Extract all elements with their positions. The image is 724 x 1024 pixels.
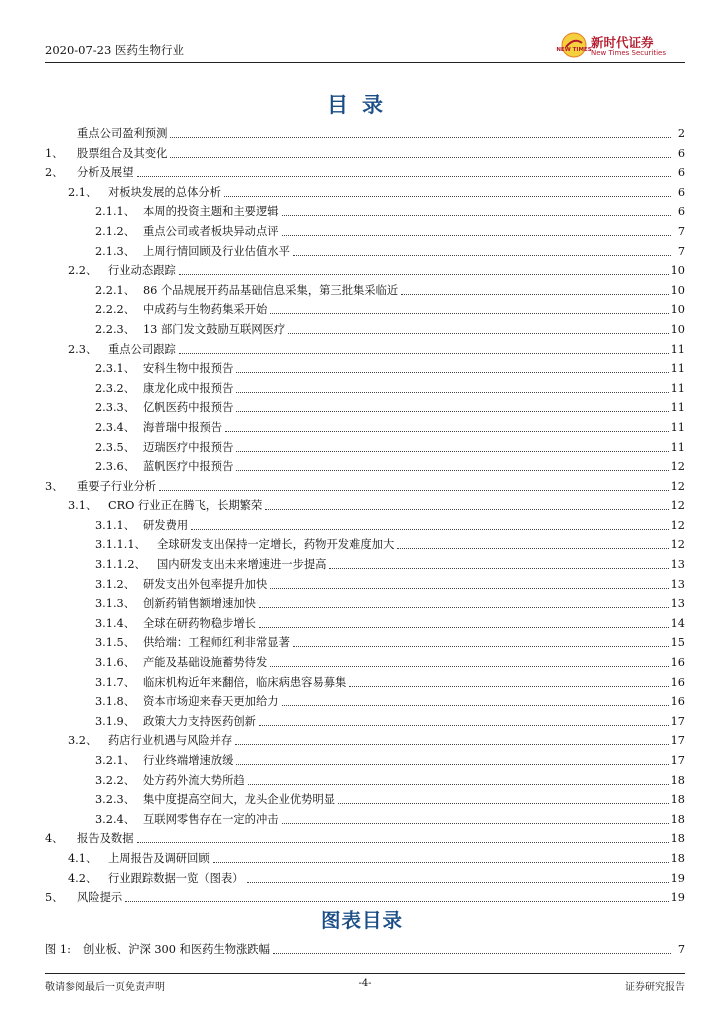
toc-entry-title: 重点公司或者板块异动点评 [143, 224, 279, 238]
toc-entry[interactable] [45, 302, 685, 322]
toc-page-number: 6 [677, 185, 685, 199]
toc-entry-title: 互联网零售存在一定的冲击 [143, 812, 279, 826]
toc-page-number: 10 [670, 283, 685, 297]
toc-entry-title: 政策大力支持医药创新 [143, 714, 256, 728]
toc-page-number: 11 [670, 440, 685, 454]
toc-page-number: 10 [670, 303, 685, 317]
toc-entry-title: 重点公司跟踪 [108, 342, 176, 356]
footer-disclaimer: 敬请参阅最后一页免责声明 [45, 982, 165, 993]
footer-doc-type: 证券研究报告 [625, 982, 685, 993]
toc-leader-dots [282, 823, 669, 824]
toc-entry-number: 3.1.3、 [95, 597, 136, 611]
toc-page-number: 16 [670, 656, 685, 670]
toc-leader-dots [159, 490, 669, 491]
toc-entry[interactable] [45, 146, 685, 166]
toc-entry[interactable] [45, 185, 685, 205]
toc-leader-dots [265, 509, 668, 510]
toc-page-number: 12 [670, 538, 685, 552]
toc-entry[interactable] [45, 831, 685, 851]
toc-entry[interactable] [45, 773, 685, 793]
toc-entry[interactable] [45, 204, 685, 224]
toc-leader-dots [236, 372, 668, 373]
toc-entry-number: 3.1.9、 [95, 714, 136, 728]
toc-page-number: 16 [670, 695, 685, 709]
toc-leader-dots [248, 784, 669, 785]
toc-entry-title: 重要子行业分析 [77, 479, 157, 493]
new-times-logo-icon [556, 32, 592, 58]
toc-page-number: 18 [670, 851, 685, 865]
toc-leader-dots [125, 901, 668, 902]
toc-entry-number: 4.2、 [68, 871, 98, 885]
toc-entry-title: 股票组合及其变化 [77, 146, 168, 160]
toc-leader-dots [235, 744, 668, 745]
toc-entry[interactable] [45, 244, 685, 264]
toc-page-number: 18 [670, 812, 685, 826]
toc-entry-number: 2.1.3、 [95, 244, 136, 258]
toc-entry[interactable] [45, 283, 685, 303]
toc-page-number: 14 [670, 616, 685, 630]
toc-entry-title: 临床机构近年来翻倍，临床病患容易募集 [143, 675, 347, 689]
toc-page-number: 11 [670, 381, 685, 395]
toc-entry[interactable] [45, 557, 685, 577]
toc-entry-title: 资本市场迎来春天更加给力 [143, 695, 279, 709]
toc-page-number: 16 [670, 675, 685, 689]
toc-entry-number: 2.3.2、 [95, 381, 136, 395]
toc-entry[interactable] [45, 812, 685, 832]
toc-entry-title: 行业终端增速放缓 [143, 754, 234, 767]
toc-page-number: 18 [670, 773, 685, 787]
toc-leader-dots [259, 607, 669, 608]
toc-entry[interactable] [45, 165, 685, 185]
toc-leader-dots [179, 274, 669, 275]
toc-entry-title: 研发支出外包率提升加快 [143, 577, 268, 591]
header-divider [45, 62, 685, 63]
toc-leader-dots [293, 646, 669, 647]
toc-entry[interactable] [45, 342, 685, 362]
toc-leader-dots [179, 353, 669, 354]
brand-name-en: New Times Securities [591, 49, 666, 57]
toc-entry-title: 重点公司盈利预测 [77, 127, 168, 140]
toc-entry[interactable] [45, 537, 685, 557]
toc-entry-title: 对板块发展的总体分析 [108, 185, 221, 199]
toc-page-number: 17 [670, 714, 685, 728]
toc-leader-dots [293, 255, 671, 256]
toc-entry-number: 3.2.2、 [95, 773, 136, 787]
toc-entry-title: 集中度提高空间大，龙头企业优势明显 [143, 793, 336, 807]
toc-entry-number: 3.1.4、 [95, 616, 136, 630]
toc-entry-title: 安科生物中报预告 [143, 362, 234, 376]
toc-leader-dots [282, 235, 671, 236]
toc-entry-title: 全球在研药物稳步增长 [143, 616, 256, 630]
toc-page-number: 18 [670, 832, 685, 846]
toc-leader-dots [236, 392, 668, 393]
toc-entry-number: 2.3.1、 [95, 362, 136, 376]
page-footer [45, 978, 685, 992]
toc-leader-dots [191, 529, 668, 530]
toc-entry-number: 3.2.4、 [95, 812, 136, 826]
toc-entry-number: 3.1.1.2、 [95, 558, 146, 572]
toc-leader-dots [236, 470, 668, 471]
logo-text: NEW TIMES [556, 47, 592, 53]
table-of-contents [45, 126, 685, 910]
toc-entry-title: 本周的投资主题和主要逻辑 [143, 205, 279, 219]
toc-entry-title: 供给端：工程师红利非常显著 [143, 636, 290, 650]
toc-entry-number: 3.1.6、 [95, 656, 136, 670]
toc-leader-dots [170, 157, 671, 158]
toc-entry-number: 3.1.2、 [95, 577, 136, 591]
toc-leader-dots [288, 333, 668, 334]
toc-entry-title: 迈瑞医疗中报预告 [143, 440, 234, 454]
toc-page-number: 7 [677, 244, 685, 258]
footer-divider [45, 973, 685, 974]
toc-entry-number: 2.2.1、 [95, 283, 136, 297]
toc-entry[interactable] [45, 655, 685, 675]
toc-entry-title: 上周报告及调研回顾 [108, 851, 210, 865]
toc-leader-dots [213, 862, 669, 863]
toc-page-number: 10 [670, 322, 685, 336]
toc-entry-number: 3.2.1、 [95, 754, 136, 767]
toc-page-number: 11 [670, 342, 685, 356]
header-date-topic: 2020-07-23 医药生物行业 [45, 43, 184, 57]
toc-leader-dots [329, 568, 668, 569]
toc-page-number: 11 [670, 362, 685, 376]
toc-leader-dots [338, 803, 669, 804]
toc-entry-title: 处方药外流大势所趋 [143, 773, 245, 787]
toc-leader-dots [270, 313, 668, 314]
toc-leader-dots [137, 842, 669, 843]
toc-entry-number: 2.3.4、 [95, 420, 136, 434]
toc-entry-title: 上周行情回顾及行业估值水平 [143, 244, 290, 258]
toc-entry[interactable] [45, 498, 685, 518]
toc-entry-title: 全球研发支出保持一定增长，药物开发难度加大 [157, 538, 395, 552]
toc-leader-dots [282, 215, 671, 216]
toc-entry[interactable] [45, 263, 685, 283]
toc-leader-dots [236, 411, 668, 412]
page-header [45, 32, 685, 62]
toc-page-number: 19 [670, 871, 685, 885]
toc-page-number: 17 [670, 734, 685, 748]
toc-entry-number: 2.2、 [68, 264, 98, 278]
toc-entry-title: 海普瑞中报预告 [143, 420, 223, 434]
toc-entry[interactable] [45, 675, 685, 695]
toc-entry-number: 3.1、 [68, 499, 98, 513]
toc-entry-title: 行业动态跟踪 [108, 264, 176, 278]
toc-page-number: 6 [677, 205, 685, 219]
toc-entry[interactable] [45, 577, 685, 597]
toc-entry-number: 3.1.1、 [95, 518, 136, 532]
toc-entry[interactable] [45, 459, 685, 479]
toc-entry[interactable] [45, 518, 685, 538]
toc-leader-dots [273, 953, 671, 954]
toc-leader-dots [236, 451, 668, 452]
toc-entry-title: CRO 行业正在腾飞，长期繁荣 [108, 499, 263, 513]
toc-entry[interactable] [45, 851, 685, 871]
toc-entry[interactable] [45, 635, 685, 655]
toc-entry-title: 研发费用 [143, 518, 189, 532]
toc-entry[interactable] [45, 733, 685, 753]
toc-entry-number: 2.2.2、 [95, 303, 136, 317]
toc-page-number: 12 [670, 479, 685, 493]
toc-leader-dots [397, 548, 668, 549]
toc-entry-title: 风险提示 [77, 891, 123, 905]
toc-entry[interactable] [45, 871, 685, 891]
toc-entry-title: 分析及展望 [77, 166, 134, 180]
toc-entry-title: 行业跟踪数据一览（图表） [108, 871, 244, 885]
toc-entry-number: 3.1.5、 [95, 636, 136, 650]
toc-page-number: 11 [670, 420, 685, 434]
toc-leader-dots [236, 764, 668, 765]
toc-entry[interactable] [45, 616, 685, 636]
toc-entry-number: 图 1: [45, 943, 71, 956]
toc-title: 目录 [327, 92, 397, 117]
toc-entry-title: 13 部门发文鼓励互联网医疗 [143, 322, 286, 336]
toc-leader-dots [282, 705, 669, 706]
toc-entry-title: 报告及数据 [77, 832, 134, 846]
toc-page-number: 6 [677, 166, 685, 180]
toc-entry[interactable] [45, 792, 685, 812]
figures-list [45, 942, 685, 962]
toc-leader-dots [270, 588, 668, 589]
toc-entry-number: 1、 [45, 146, 64, 160]
toc-entry-title: 产能及基础设施蓄势待发 [143, 656, 268, 670]
figures-title: 图表目录 [320, 909, 403, 932]
toc-leader-dots [170, 137, 671, 138]
toc-leader-dots [247, 882, 669, 883]
brand-name-cn: 新时代证券 [591, 35, 654, 50]
toc-entry[interactable] [45, 381, 685, 401]
toc-entry-number: 3.2、 [68, 734, 98, 748]
toc-entry-title: 创新药销售额增速加快 [143, 597, 256, 611]
toc-page-number: 17 [670, 754, 685, 767]
toc-entry-number: 2、 [45, 166, 64, 180]
toc-page-number: 18 [670, 793, 685, 807]
toc-leader-dots [224, 196, 671, 197]
page-number: -4- [358, 978, 372, 989]
toc-entry-number: 2.3、 [68, 342, 98, 356]
toc-entry[interactable] [45, 126, 685, 146]
toc-entry[interactable] [45, 753, 685, 773]
toc-page-number: 6 [677, 146, 685, 160]
toc-page-number: 11 [670, 401, 685, 415]
toc-entry-number: 3.2.3、 [95, 793, 136, 807]
toc-leader-dots [270, 666, 668, 667]
figure-entry[interactable] [45, 942, 685, 962]
toc-leader-dots [259, 627, 669, 628]
toc-entry[interactable] [45, 224, 685, 244]
toc-entry[interactable] [45, 361, 685, 381]
toc-leader-dots [259, 725, 669, 726]
toc-entry-number: 2.2.3、 [95, 322, 136, 336]
toc-entry-number: 2.3.5、 [95, 440, 136, 454]
toc-leader-dots [401, 294, 668, 295]
toc-page-number: 19 [670, 891, 685, 905]
toc-entry-title: 中成药与生物药集采开始 [143, 303, 268, 317]
toc-page-number: 7 [677, 224, 685, 238]
toc-page-number: 13 [670, 597, 685, 611]
toc-entry[interactable] [45, 400, 685, 420]
toc-entry-number: 3.1.8、 [95, 695, 136, 709]
toc-entry-number: 2.3.3、 [95, 401, 136, 415]
toc-page-number: 15 [670, 636, 685, 650]
toc-page-number: 13 [670, 558, 685, 572]
toc-entry-number: 3.1.7、 [95, 675, 136, 689]
toc-entry-title: 药店行业机遇与风险并存 [108, 734, 233, 748]
toc-entry[interactable] [45, 420, 685, 440]
toc-entry-number: 2.1、 [68, 185, 98, 199]
toc-leader-dots [225, 431, 669, 432]
brand [535, 32, 685, 60]
toc-entry[interactable] [45, 479, 685, 499]
toc-entry[interactable] [45, 596, 685, 616]
toc-entry[interactable] [45, 694, 685, 714]
toc-entry-number: 2.1.2、 [95, 224, 136, 238]
toc-leader-dots [349, 686, 668, 687]
toc-page-number: 12 [670, 499, 685, 513]
toc-entry-title: 创业板、沪深 300 和医药生物涨跌幅 [83, 943, 270, 956]
toc-entry-number: 4、 [45, 832, 64, 846]
toc-page-number: 12 [670, 460, 685, 474]
toc-page-number: 12 [670, 518, 685, 532]
toc-entry-title: 康龙化成中报预告 [143, 381, 234, 395]
toc-entry-number: 2.3.6、 [95, 460, 136, 474]
toc-entry-number: 3.1.1.1、 [95, 538, 146, 552]
toc-entry-number: 4.1、 [68, 851, 98, 865]
toc-page-number: 10 [670, 264, 685, 278]
toc-entry-title: 86 个品规展开药品基础信息采集，第三批集采临近 [143, 283, 399, 297]
toc-entry-number: 2.1.1、 [95, 205, 136, 219]
toc-entry-number: 5、 [45, 891, 64, 905]
toc-page-number: 13 [670, 577, 685, 591]
toc-leader-dots [137, 176, 672, 177]
toc-entry[interactable] [45, 440, 685, 460]
toc-entry-title: 蓝帆医疗中报预告 [143, 460, 234, 474]
toc-entry[interactable] [45, 322, 685, 342]
toc-entry-title: 亿帆医药中报预告 [143, 401, 234, 415]
toc-page-number: 7 [677, 943, 685, 956]
toc-entry-number: 3、 [45, 479, 64, 493]
toc-entry-title: 国内研发支出未来增速进一步提高 [157, 558, 327, 572]
toc-page-number: 2 [677, 127, 685, 140]
toc-entry[interactable] [45, 714, 685, 734]
